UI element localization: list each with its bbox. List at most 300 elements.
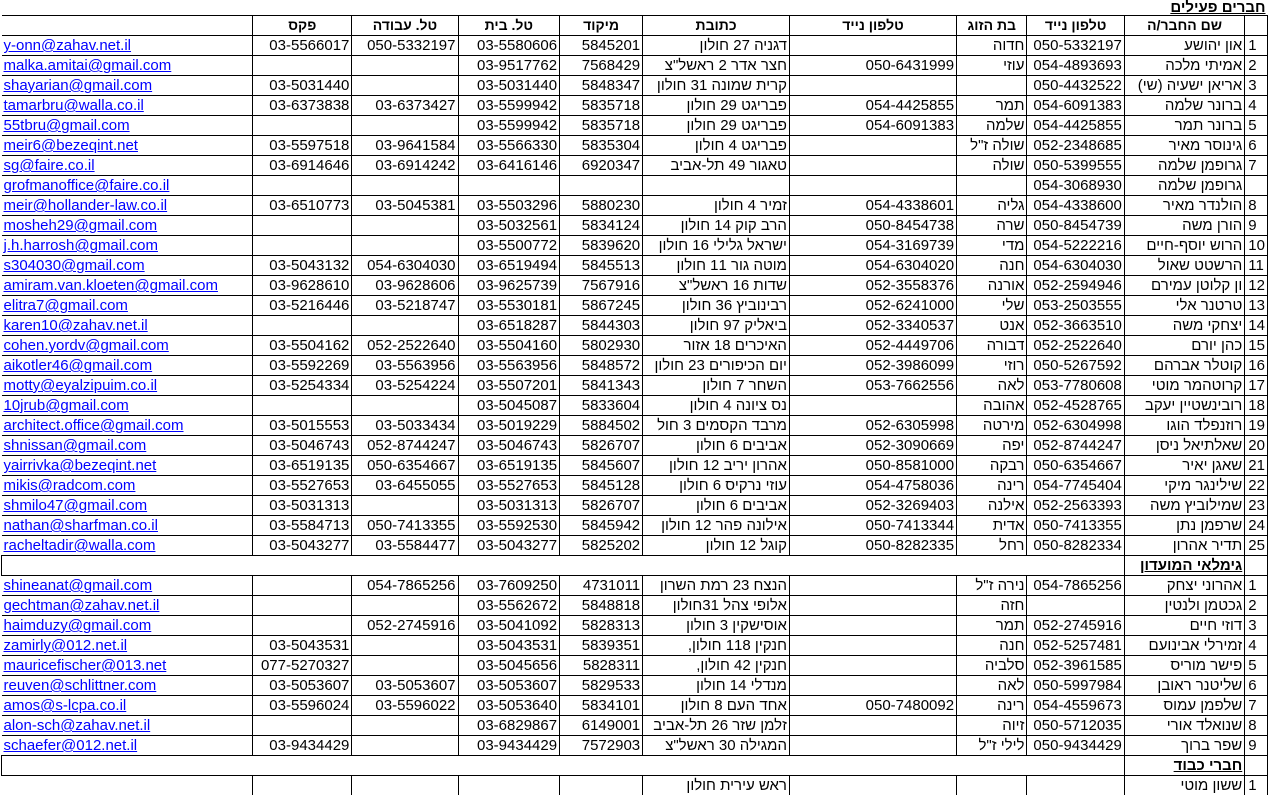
cell-work-phone: 052-8744247	[352, 436, 458, 456]
cell-address: השחר 7 חולון	[643, 376, 790, 396]
cell-index: 10	[1245, 236, 1268, 256]
cell-work-phone: 03-9628606	[352, 276, 458, 296]
cell-spouse: רוזי	[957, 356, 1027, 376]
cell-name: הרוש יוסף-חיים	[1124, 236, 1244, 256]
cell-mobile: 052-2594946	[1027, 276, 1124, 296]
cell-zip: 5839620	[560, 236, 643, 256]
cell-home-phone: 03-5566330	[458, 136, 560, 156]
cell-home-phone: 03-6519135	[458, 456, 560, 476]
email-link[interactable]: elitra7@gmail.com	[3, 297, 128, 314]
email-link[interactable]: racheltadir@walla.com	[3, 537, 156, 554]
cell-home-phone: 03-9517762	[458, 56, 560, 76]
cell-mobile: 050-7413355	[1027, 516, 1124, 536]
cell-name: ברונר תמר	[1124, 116, 1244, 136]
cell-spouse: דבורה	[957, 336, 1027, 356]
cell-home-phone: 03-6519494	[458, 256, 560, 276]
cell-home-phone: 03-5527653	[458, 476, 560, 496]
cell-email	[2, 656, 253, 676]
cell-address: מוטה גור 11 חולון	[643, 256, 790, 276]
cell-home-phone: 03-5053607	[458, 676, 560, 696]
cell-mobile: 053-7780608	[1027, 376, 1124, 396]
cell-spouse-mobile	[789, 636, 956, 656]
email-link[interactable]: architect.office@gmail.com	[3, 417, 184, 434]
cell-spouse-mobile	[789, 736, 956, 756]
cell-fax: 03-9628610	[253, 276, 352, 296]
cell-fax	[253, 616, 352, 636]
cell-name: ששון מוטי	[1124, 776, 1244, 796]
cell-work-phone	[352, 116, 458, 136]
cell-home-phone: 03-5019229	[458, 416, 560, 436]
cell-fax	[253, 316, 352, 336]
table-row	[2, 96, 1268, 116]
cell-spouse-mobile	[789, 676, 956, 696]
cell-spouse-mobile	[789, 656, 956, 676]
cell-work-phone: 03-5045381	[352, 196, 458, 216]
cell-address: אביבים 6 חולון	[643, 436, 790, 456]
cell-work-phone	[352, 776, 458, 796]
cell-spouse-mobile: 052-3090669	[789, 436, 956, 456]
cell-fax: 03-5046743	[253, 436, 352, 456]
email-link[interactable]: mosheh29@gmail.com	[3, 217, 158, 234]
cell-work-phone: 03-5584477	[352, 536, 458, 556]
table-row	[2, 696, 1268, 716]
email-link[interactable]: aikotler46@gmail.com	[3, 357, 153, 374]
cell-address: זמיר 4 חולון	[643, 196, 790, 216]
table-row	[2, 616, 1268, 636]
cell-email	[2, 776, 253, 796]
cell-email	[2, 356, 253, 376]
table-row	[2, 456, 1268, 476]
cell-email	[2, 256, 253, 276]
table-row	[2, 356, 1268, 376]
cell-work-phone	[352, 56, 458, 76]
cell-zip: 6920347	[560, 156, 643, 176]
cell-index: 2	[1245, 56, 1268, 76]
email-link[interactable]: alon-sch@zahav.net.il	[3, 717, 151, 734]
cell-fax: 03-5596024	[253, 696, 352, 716]
cell-name: הולנדר מאיר	[1124, 196, 1244, 216]
email-link[interactable]: grofmanoffice@faire.co.il	[3, 177, 170, 194]
cell-zip: 5826707	[560, 496, 643, 516]
cell-home-phone: 03-5563956	[458, 356, 560, 376]
cell-email	[2, 176, 253, 196]
cell-mobile: 054-7865256	[1027, 576, 1124, 596]
cell-zip: 5880230	[560, 196, 643, 216]
cell-mobile: 054-4425855	[1027, 116, 1124, 136]
email-link[interactable]: shineanat@gmail.com	[3, 577, 153, 594]
cell-email	[2, 436, 253, 456]
cell-address: טאגור 49 תל-אביב	[643, 156, 790, 176]
sheet-title: חברים פעילים	[1170, 0, 1266, 16]
cell-mobile: 050-8282334	[1027, 536, 1124, 556]
cell-fax	[253, 216, 352, 236]
cell-address: מרבד הקסמים 3 חול	[643, 416, 790, 436]
email-link[interactable]: schaefer@012.net.il	[3, 737, 138, 754]
table-row	[2, 436, 1268, 456]
cell-home-phone	[458, 176, 560, 196]
cell-email	[2, 396, 253, 416]
cell-fax	[253, 776, 352, 796]
cell-work-phone	[352, 76, 458, 96]
header-spouse: בת הזוג	[957, 16, 1027, 36]
cell-work-phone	[352, 656, 458, 676]
cell-name: קוטלר אברהם	[1124, 356, 1244, 376]
cell-fax: 03-5584713	[253, 516, 352, 536]
table-row	[2, 296, 1268, 316]
email-link[interactable]: malka.amitai@gmail.com	[3, 57, 172, 74]
cell-index: 6	[1245, 676, 1268, 696]
cell-spouse-mobile	[789, 596, 956, 616]
cell-name: קרוטהמר מוטי	[1124, 376, 1244, 396]
cell-work-phone	[352, 636, 458, 656]
cell-email	[2, 276, 253, 296]
cell-zip: 5825202	[560, 536, 643, 556]
cell-home-phone: 03-5031313	[458, 496, 560, 516]
cell-address: דגניה 27 חולון	[643, 36, 790, 56]
cell-address: המגילה 30 ראשל"צ	[643, 736, 790, 756]
cell-address: אחד העם 8 חולון	[643, 696, 790, 716]
cell-home-phone: 03-5562672	[458, 596, 560, 616]
email-link[interactable]: shnissan@gmail.com	[3, 437, 147, 454]
cell-address: חצר אדר 2 ראשל"צ	[643, 56, 790, 76]
cell-spouse-mobile: 052-4449706	[789, 336, 956, 356]
cell-spouse: זיוה	[957, 716, 1027, 736]
cell-name: רוזנפלד הוגו	[1124, 416, 1244, 436]
cell-index: 14	[1245, 316, 1268, 336]
cell-work-phone: 03-5033434	[352, 416, 458, 436]
cell-spouse: שולה	[957, 156, 1027, 176]
cell-spouse: תמר	[957, 96, 1027, 116]
cell-spouse-mobile	[789, 176, 956, 196]
cell-index: 22	[1245, 476, 1268, 496]
cell-index: 13	[1245, 296, 1268, 316]
section-title: חברי כבוד	[1124, 756, 1244, 776]
table-row	[2, 516, 1268, 536]
cell-name: גכטמן ולנטין	[1124, 596, 1244, 616]
cell-fax: 03-6914646	[253, 156, 352, 176]
cell-work-phone	[352, 736, 458, 756]
cell-address: הנצח 23 רמת השרון	[643, 576, 790, 596]
cell-home-phone: 03-9625739	[458, 276, 560, 296]
cell-work-phone: 03-6455055	[352, 476, 458, 496]
cell-name: גרופמן שלמה	[1124, 156, 1244, 176]
cell-index: 17	[1245, 376, 1268, 396]
email-link[interactable]: tamarbru@walla.co.il	[3, 97, 144, 114]
email-link[interactable]: nathan@sharfman.co.il	[3, 517, 158, 534]
cell-home-phone: 03-5043531	[458, 636, 560, 656]
email-link[interactable]: motty@eyalzipuim.co.il	[3, 377, 158, 394]
cell-index: 2	[1245, 596, 1268, 616]
email-link[interactable]: j.h.harrosh@gmail.com	[3, 237, 158, 254]
table-row	[2, 596, 1268, 616]
cell-email	[2, 116, 253, 136]
table-row	[2, 316, 1268, 336]
table-row	[2, 716, 1268, 736]
cell-index: 6	[1245, 136, 1268, 156]
cell-email	[2, 576, 253, 596]
cell-spouse-mobile	[789, 396, 956, 416]
cell-spouse: אהובה	[957, 396, 1027, 416]
cell-address: נס ציונה 4 חולון	[643, 396, 790, 416]
cell-name: אמיתי מלכה	[1124, 56, 1244, 76]
cell-name: אהרוני יצחק	[1124, 576, 1244, 596]
cell-zip: 5828311	[560, 656, 643, 676]
email-link[interactable]: shmilo47@gmail.com	[3, 497, 148, 514]
cell-home-phone: 03-5504160	[458, 336, 560, 356]
section-title: גימלאי המועדון	[1124, 556, 1244, 576]
cell-index: 20	[1245, 436, 1268, 456]
cell-home-phone: 03-5043277	[458, 536, 560, 556]
email-link[interactable]: mikis@radcom.com	[3, 477, 136, 494]
cell-name: תדיר אהרון	[1124, 536, 1244, 556]
header-address: כתובת	[643, 16, 790, 36]
cell-zip: 7572903	[560, 736, 643, 756]
cell-home-phone: 03-5530181	[458, 296, 560, 316]
table-row	[2, 416, 1268, 436]
email-link[interactable]: mauricefischer@013.net	[3, 657, 167, 674]
table-row	[2, 776, 1268, 796]
cell-address: מנדלי 14 חולון	[643, 676, 790, 696]
cell-spouse: גליה	[957, 196, 1027, 216]
cell-spouse: יפה	[957, 436, 1027, 456]
cell-address	[643, 176, 790, 196]
table-row	[2, 536, 1268, 556]
cell-zip: 5802930	[560, 336, 643, 356]
cell-email	[2, 36, 253, 56]
cell-spouse: רחל	[957, 536, 1027, 556]
email-link[interactable]: meir6@bezeqint.net	[3, 137, 138, 154]
cell-spouse: רינה	[957, 696, 1027, 716]
cell-address: אוסישקין 3 חולון	[643, 616, 790, 636]
cell-email	[2, 596, 253, 616]
cell-zip: 5826707	[560, 436, 643, 456]
cell-address: קוגל 12 חולון	[643, 536, 790, 556]
cell-mobile: 052-2563393	[1027, 496, 1124, 516]
table-row	[2, 256, 1268, 276]
cell-mobile: 052-2348685	[1027, 136, 1124, 156]
cell-index: 3	[1245, 616, 1268, 636]
cell-name: הרשטט שאול	[1124, 256, 1244, 276]
cell-home-phone: 03-5500772	[458, 236, 560, 256]
table-row	[2, 196, 1268, 216]
cell-work-phone: 03-9641584	[352, 136, 458, 156]
cell-spouse-mobile: 050-8282335	[789, 536, 956, 556]
cell-work-phone	[352, 236, 458, 256]
cell-name: שאלתיאל ניסן	[1124, 436, 1244, 456]
header-index	[1245, 16, 1268, 36]
cell-address: אביבים 6 חולון	[643, 496, 790, 516]
cell-fax: 03-5043132	[253, 256, 352, 276]
cell-email	[2, 496, 253, 516]
email-link[interactable]: amiram.van.kloeten@gmail.com	[3, 277, 218, 294]
cell-zip: 5884502	[560, 416, 643, 436]
cell-home-phone: 03-5032561	[458, 216, 560, 236]
cell-mobile: 053-2503555	[1027, 296, 1124, 316]
email-link[interactable]: amos@s-lcpa.co.il	[3, 697, 127, 714]
header-spouse-mobile: טלפון נייד	[789, 16, 956, 36]
cell-mobile: 052-2745916	[1027, 616, 1124, 636]
cell-mobile: 054-7745404	[1027, 476, 1124, 496]
cell-zip: 5867245	[560, 296, 643, 316]
cell-home-phone: 03-5592530	[458, 516, 560, 536]
cell-work-phone: 03-5053607	[352, 676, 458, 696]
cell-zip: 5839351	[560, 636, 643, 656]
email-link[interactable]: 55tbru@gmail.com	[3, 117, 130, 134]
cell-spouse-mobile: 050-7480092	[789, 696, 956, 716]
header-fax: פקס	[253, 16, 352, 36]
cell-address: ראש עירית חולון	[643, 776, 790, 796]
cell-mobile: 052-5257481	[1027, 636, 1124, 656]
cell-fax: 03-5216446	[253, 296, 352, 316]
email-link[interactable]: s304030@gmail.com	[3, 257, 145, 274]
cell-index: 8	[1245, 716, 1268, 736]
cell-address: פבריגט 4 חולון	[643, 136, 790, 156]
cell-index: 16	[1245, 356, 1268, 376]
email-link[interactable]: yairrivka@bezeqint.net	[3, 457, 157, 474]
cell-spouse: מדי	[957, 236, 1027, 256]
cell-mobile: 050-5267592	[1027, 356, 1124, 376]
cell-spouse-mobile	[789, 136, 956, 156]
cell-home-phone: 03-6416146	[458, 156, 560, 176]
cell-home-phone: 03-6518287	[458, 316, 560, 336]
cell-home-phone: 03-5045087	[458, 396, 560, 416]
cell-home-phone: 03-5599942	[458, 96, 560, 116]
cell-name: כהן יורם	[1124, 336, 1244, 356]
cell-name: שמילוביץ משה	[1124, 496, 1244, 516]
cell-name: טרטנר אלי	[1124, 296, 1244, 316]
email-link[interactable]: y-onn@zahav.net.il	[3, 37, 132, 54]
cell-work-phone: 03-5218747	[352, 296, 458, 316]
cell-index	[1245, 176, 1268, 196]
cell-spouse: אנט	[957, 316, 1027, 336]
table-row	[2, 156, 1268, 176]
cell-mobile: 050-8454739	[1027, 216, 1124, 236]
email-link[interactable]: 10jrub@gmail.com	[3, 397, 129, 414]
cell-email	[2, 536, 253, 556]
cell-fax: 03-5254334	[253, 376, 352, 396]
cell-home-phone: 03-5503296	[458, 196, 560, 216]
cell-name: גינוסר מאיר	[1124, 136, 1244, 156]
table-row	[2, 656, 1268, 676]
cell-mobile: 054-5222216	[1027, 236, 1124, 256]
header-email	[2, 16, 253, 36]
cell-mobile: 054-4338600	[1027, 196, 1124, 216]
cell-work-phone	[352, 496, 458, 516]
cell-zip: 7567916	[560, 276, 643, 296]
cell-zip: 5845201	[560, 36, 643, 56]
cell-work-phone: 03-6914242	[352, 156, 458, 176]
cell-work-phone: 03-5254224	[352, 376, 458, 396]
cell-mobile: 054-6091383	[1027, 96, 1124, 116]
cell-mobile: 052-3663510	[1027, 316, 1124, 336]
cell-mobile: 050-5712035	[1027, 716, 1124, 736]
cell-fax: 03-5031313	[253, 496, 352, 516]
cell-mobile: 054-6304030	[1027, 256, 1124, 276]
cell-spouse: חזה	[957, 596, 1027, 616]
cell-name: ברונר שלמה	[1124, 96, 1244, 116]
cell-home-phone: 03-5045656	[458, 656, 560, 676]
cell-spouse: אדית	[957, 516, 1027, 536]
email-link[interactable]: zamirly@012.net.il	[3, 637, 128, 654]
cell-spouse-mobile: 054-4758036	[789, 476, 956, 496]
cell-fax	[253, 176, 352, 196]
header-mobile: טלפון נייד	[1027, 16, 1124, 36]
cell-spouse	[957, 176, 1027, 196]
cell-mobile: 052-4528765	[1027, 396, 1124, 416]
cell-home-phone: 03-9434429	[458, 736, 560, 756]
cell-email	[2, 56, 253, 76]
cell-spouse-mobile	[789, 36, 956, 56]
cell-spouse: לאה	[957, 676, 1027, 696]
cell-name: שרפמן נתן	[1124, 516, 1244, 536]
cell-zip: 5845607	[560, 456, 643, 476]
table-row	[2, 636, 1268, 656]
cell-email	[2, 636, 253, 656]
table-row	[2, 376, 1268, 396]
cell-spouse: מירטה	[957, 416, 1027, 436]
cell-email	[2, 456, 253, 476]
header-work-phone: טל. עבודה	[352, 16, 458, 36]
cell-email	[2, 696, 253, 716]
cell-fax: 03-6373838	[253, 96, 352, 116]
cell-mobile: 052-6304998	[1027, 416, 1124, 436]
cell-address: זלמן שזר 26 תל-אביב	[643, 716, 790, 736]
table-row	[2, 476, 1268, 496]
cell-name: און יהושע	[1124, 36, 1244, 56]
cell-zip: 5828313	[560, 616, 643, 636]
table-row	[2, 116, 1268, 136]
cell-index: 11	[1245, 256, 1268, 276]
cell-fax	[253, 116, 352, 136]
cell-home-phone: 03-5507201	[458, 376, 560, 396]
cell-email	[2, 296, 253, 316]
cell-index: 4	[1245, 636, 1268, 656]
cell-fax	[253, 396, 352, 416]
cell-spouse-mobile: 054-3169739	[789, 236, 956, 256]
table-row	[2, 76, 1268, 96]
cell-fax: 03-5043277	[253, 536, 352, 556]
email-link[interactable]: reuven@schlittner.com	[3, 677, 157, 694]
cell-spouse-mobile	[789, 776, 956, 796]
cell-name: רובינשטיין יעקב	[1124, 396, 1244, 416]
cell-name: זמירלי אבינועם	[1124, 636, 1244, 656]
cell-work-phone: 050-5332197	[352, 36, 458, 56]
table-row	[2, 236, 1268, 256]
cell-spouse: רבקה	[957, 456, 1027, 476]
cell-mobile: 054-4893693	[1027, 56, 1124, 76]
email-link[interactable]: karen10@zahav.net.il	[3, 317, 148, 334]
cell-work-phone	[352, 396, 458, 416]
cell-address: האיכרים 18 אזור	[643, 336, 790, 356]
table-row	[2, 176, 1268, 196]
email-link[interactable]: meir@hollander-law.co.il	[3, 197, 168, 214]
email-link[interactable]: haimduzy@gmail.com	[3, 617, 152, 634]
table-row	[2, 496, 1268, 516]
email-link[interactable]: shayarian@gmail.com	[3, 77, 153, 94]
cell-spouse: אורנה	[957, 276, 1027, 296]
cell-zip: 5834101	[560, 696, 643, 716]
cell-zip: 5848347	[560, 76, 643, 96]
cell-home-phone: 03-7609250	[458, 576, 560, 596]
email-link[interactable]: cohen.yordv@gmail.com	[3, 337, 169, 354]
email-link[interactable]: sg@faire.co.il	[3, 157, 95, 174]
cell-fax: 03-5015553	[253, 416, 352, 436]
cell-name: פישר מוריס	[1124, 656, 1244, 676]
cell-index: 7	[1245, 696, 1268, 716]
email-link[interactable]: gechtman@zahav.net.il	[3, 597, 160, 614]
cell-spouse-mobile: 052-3986099	[789, 356, 956, 376]
cell-home-phone	[458, 776, 560, 796]
